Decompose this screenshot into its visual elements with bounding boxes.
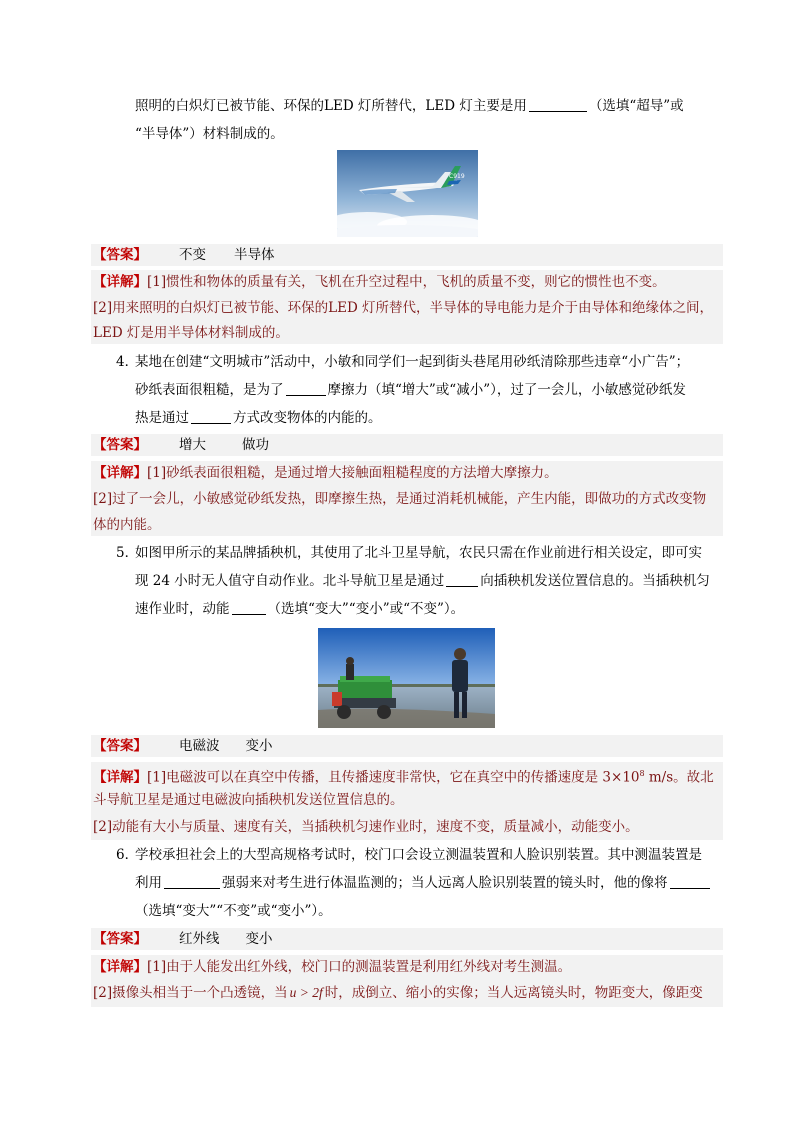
answer-blank xyxy=(529,97,587,112)
answer-value: 不变 xyxy=(179,247,206,263)
question-text: 热是通过 xyxy=(135,410,189,426)
intro-text: “半导体”）材料制成的。 xyxy=(135,126,284,142)
detail-text: [2]用来照明的白炽灯已被节能、环保的LED 灯所替代，半导体的导电能力是介于由导体和绝缘体之间， xyxy=(93,300,714,316)
intro-line-2 xyxy=(135,124,284,144)
detail-tag: 【详解】 xyxy=(93,959,147,975)
answer-value: 做功 xyxy=(242,437,269,453)
q5-detail-1a xyxy=(93,763,714,789)
q6-line-1 xyxy=(135,845,702,865)
question-text: 现 24 小时无人值守自动作业。北斗导航卫星是通过 xyxy=(135,573,445,589)
q4-line-3 xyxy=(135,408,382,428)
detail-tag: 【详解】 xyxy=(93,274,147,290)
answer-tag: 【答案】 xyxy=(93,738,147,754)
detail-text: LED 灯是用半导体材料制成的。 xyxy=(93,325,289,341)
detail-text: [2]过了一会儿，小敏感觉砂纸发热，即摩擦生热，是通过消耗机械能，产生内能，即做功的方式改变物 xyxy=(93,491,707,507)
question-text: 摩擦力（填“增大”或“减小”），过了一会儿，小敏感觉砂纸发 xyxy=(327,382,686,398)
question-number: 4． xyxy=(116,354,139,370)
q3-detail-1 xyxy=(93,271,666,293)
q6-answer xyxy=(93,928,301,950)
question-text: （选填“变大”“不变”或“变小”）。 xyxy=(135,903,332,919)
answer-tag: 【答案】 xyxy=(93,931,147,947)
q5-line-1 xyxy=(135,543,702,563)
answer-value: 红外线 xyxy=(179,931,220,947)
answer-value: 增大 xyxy=(179,437,206,453)
detail-text: [1]由于人能发出红外线，校门口的测温装置是利用红外线对考生测温。 xyxy=(147,959,572,975)
q5-line-2 xyxy=(135,571,710,591)
question-number: 5． xyxy=(116,545,139,561)
q3-detail-2b xyxy=(93,322,289,344)
question-text: 学校承担社会上的大型高规格考试时，校门口会设立测温装置和人脸识别装置。其中测温装置是 xyxy=(135,847,702,863)
q6-line-3 xyxy=(135,901,332,921)
airplane-photo-icon xyxy=(337,150,478,237)
detail-text: 体的内能。 xyxy=(93,517,161,533)
answer-value: 电磁波 xyxy=(179,738,220,754)
q4-line-1 xyxy=(135,352,689,372)
answer-blank xyxy=(191,409,231,424)
detail-text: 斗导航卫星是通过电磁波向插秧机发送位置信息的。 xyxy=(93,792,404,808)
question-text: 利用 xyxy=(135,875,162,891)
q4-line-2 xyxy=(135,380,686,400)
answer-tag: 【答案】 xyxy=(93,247,147,263)
q4-detail-2b xyxy=(93,514,161,536)
question-text: 砂纸表面很粗糙，是为了 xyxy=(135,382,284,398)
detail-text: [1]电磁波可以在真空中传播，且传播速度非常快，它在真空中的传播速度是 3×10 xyxy=(147,769,640,786)
question-text: （选填“变大”“变小”或“不变”）。 xyxy=(267,601,465,617)
detail-text: 时，成倒立、缩小的实像；当人远离镜头时，物距变大，像距变 xyxy=(324,985,703,1001)
plane-logo-text: C919 xyxy=(449,173,465,180)
q6-line-2 xyxy=(135,873,712,893)
question-text: 强弱来对考生进行体温监测的；当人远离人脸识别装置的镜头时，他的像将 xyxy=(222,875,668,891)
rice-transplanter-photo-icon xyxy=(318,628,495,728)
answer-blank xyxy=(232,600,266,615)
q5-detail-2 xyxy=(93,816,639,838)
intro-line-1 xyxy=(135,96,684,116)
answer-blank xyxy=(670,874,710,889)
q6-detail-1 xyxy=(93,956,571,978)
question-text: 速作业时，动能 xyxy=(135,601,230,617)
q4-detail-2a xyxy=(93,488,706,510)
question-number: 6． xyxy=(116,847,139,863)
answer-blank xyxy=(446,572,478,587)
intro-text: 照明的白炽灯已被节能、环保的LED 灯所替代，LED 灯主要是用 xyxy=(135,98,527,114)
intro-text: （选填“超导”或 xyxy=(588,98,684,114)
q3-detail-2a xyxy=(93,297,713,319)
detail-text: m/s。故北 xyxy=(644,769,714,786)
math-expression: u > 2f xyxy=(289,985,323,1000)
detail-text: [2]动能有大小与质量、速度有关，当插秧机匀速作业时，速度不变，质量减小，动能变小。 xyxy=(93,819,639,835)
q3-answer xyxy=(93,244,303,266)
answer-value: 变小 xyxy=(245,931,273,947)
question-text: 某地在创建“文明城市”活动中，小敏和同学们一起到街头巷尾用砂纸清除那些违章“小广告”； xyxy=(135,354,690,370)
exponent: 8 xyxy=(639,769,645,778)
question-text: 方式改变物体的内能的。 xyxy=(233,410,382,426)
answer-blank xyxy=(286,381,326,396)
answer-value: 半导体 xyxy=(234,247,275,263)
detail-text: [1]惯性和物体的质量有关，飞机在升空过程中，飞机的质量不变，则它的惯性也不变。 xyxy=(147,274,666,290)
question-text: 如图甲所示的某品牌插秧机，其使用了北斗卫星导航，农民只需在作业前进行相关设定，即可实 xyxy=(135,545,702,561)
q4-detail-1 xyxy=(93,462,558,484)
q4-answer xyxy=(93,434,297,456)
detail-tag: 【详解】 xyxy=(93,465,147,481)
q5-answer xyxy=(93,735,301,757)
detail-tag: 【详解】 xyxy=(93,769,147,786)
answer-value: 变小 xyxy=(245,738,273,754)
detail-text: [2]摄像头相当于一个凸透镜，当 xyxy=(93,985,288,1001)
answer-tag: 【答案】 xyxy=(93,437,147,453)
detail-text: [1]砂纸表面很粗糙，是通过增大接触面粗糙程度的方法增大摩擦力。 xyxy=(147,465,558,481)
question-text: 向插秧机发送位置信息的。当插秧机匀 xyxy=(480,573,710,589)
q5-detail-1c xyxy=(93,789,404,811)
q5-line-3 xyxy=(135,599,464,619)
answer-blank xyxy=(164,874,220,889)
q6-detail-2 xyxy=(93,982,703,1004)
